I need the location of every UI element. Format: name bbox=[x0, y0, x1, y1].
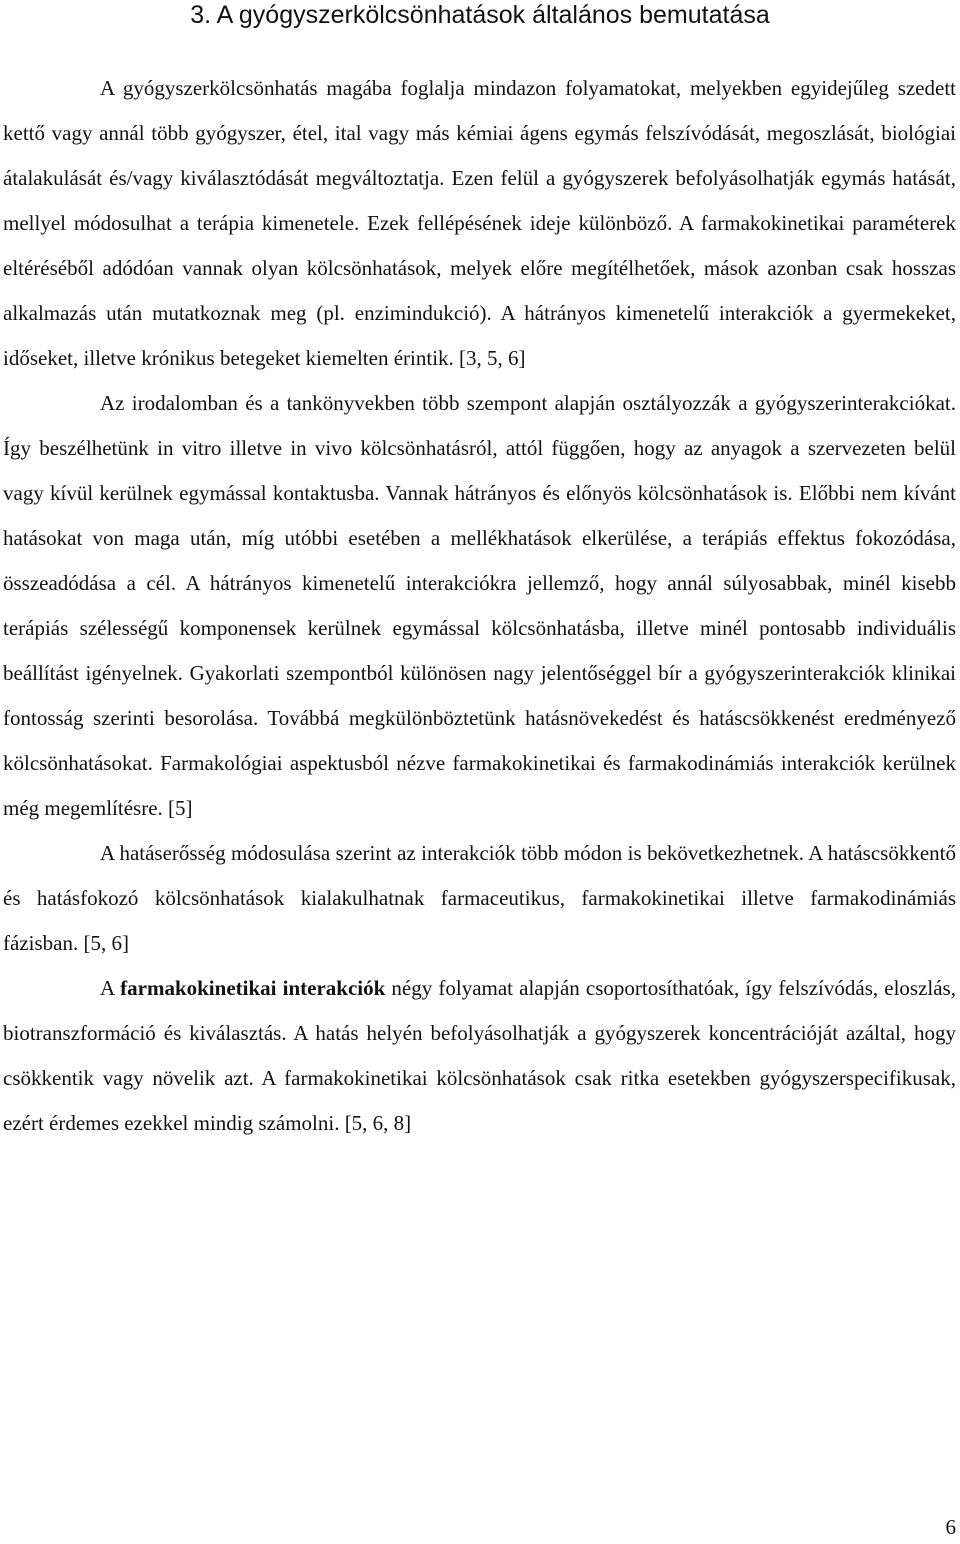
paragraph-4-text: négy folyamat alapján csoportosíthatóak, így felszívódás, eloszlás, biotranszformáció és kiválasztás. A hatás helyén befolyásolhatják a gyógyszerek koncentrációját azáltal, hogy csökkentik vagy növelik azt. A farmakokinetikai kölcsönhatások csak ritka esetekben gyógyszerspecifikusak, ezért érdemes ezekkel mindig számolni. [5, 6, 8] bbox=[3, 976, 956, 1135]
section-heading: 3. A gyógyszerkölcsönhatások általános bemutatása bbox=[190, 1, 770, 29]
paragraph-1: A gyógyszerkölcsönhatás magába foglalja mindazon folyamatokat, melyekben egyidejűleg szedett kettő vagy annál több gyógyszer, étel, ital vagy más kémiai ágens egymás felszívódását, megoszlását, biológiai átalakulását és/vagy kiválasztódását megváltoztatja. Ezen felül a gyógyszerek befolyásolhatják egymás hatását, mellyel módosulhat a terápia kimenetele. Ezek fellépésének ideje különböző. A farmakokinetikai paraméterek eltéréséből adódóan vannak olyan kölcsönhatások, melyek előre megítélhetőek, mások azonban csak hosszas alkalmazás után mutatkoznak meg (pl. enzimindukció). A hátrányos kimenetelű interakciók a gyermekeket, időseket, illetve krónikus betegeket kiemelten érintik. [3, 5, 6] bbox=[3, 76, 956, 370]
page-number: 6 bbox=[945, 1515, 956, 1539]
paragraph-4-lead: A bbox=[100, 976, 121, 1000]
bold-term-farmakokinetikai-interakciok: farmakokinetikai interakciók bbox=[120, 976, 386, 1000]
paragraph-4 bbox=[3, 966, 956, 1146]
paragraph-2: Az irodalomban és a tankönyvekben több szempont alapján osztályozzák a gyógyszerinterakciókat. Így beszélhetünk in vitro illetve in vivo kölcsönhatásról, attól függően, hogy az anyagok a szervezeten belül vagy kívül kerülnek egymással kontaktusba. Vannak hátrányos és előnyös kölcsönhatások is. Előbbi nem kívánt hatásokat von maga után, míg utóbbi esetében a mellékhatások elkerülése, a terápiás effektus fokozódása, összeadódása a cél. A hátrányos kimenetelű interakciókra jellemző, hogy annál súlyosabbak, minél kisebb terápiás szélességű komponensek kerülnek egymással kölcsönhatásba, illetve minél pontosabb individuális beállítást igényelnek. Gyakorlati szempontból különösen nagy jelentőséggel bír a gyógyszerinterakciók klinikai fontosság szerinti besorolása. Továbbá megkülönböztetünk hatásnövekedést és hatáscsökkenést eredményező kölcsönhatásokat. Farmakológiai aspektusból nézve farmakokinetikai és farmakodinámiás interakciók kerülnek még megemlítésre. [5] bbox=[3, 391, 956, 820]
paragraph-3: A hatáserősség módosulása szerint az interakciók több módon is bekövetkezhetnek. A hatáscsökkentő és hatásfokozó kölcsönhatások kialakulhatnak farmaceutikus, farmakokinetikai illetve farmakodinámiás fázisban. [5, 6] bbox=[3, 841, 956, 955]
body-text bbox=[3, 66, 956, 1146]
